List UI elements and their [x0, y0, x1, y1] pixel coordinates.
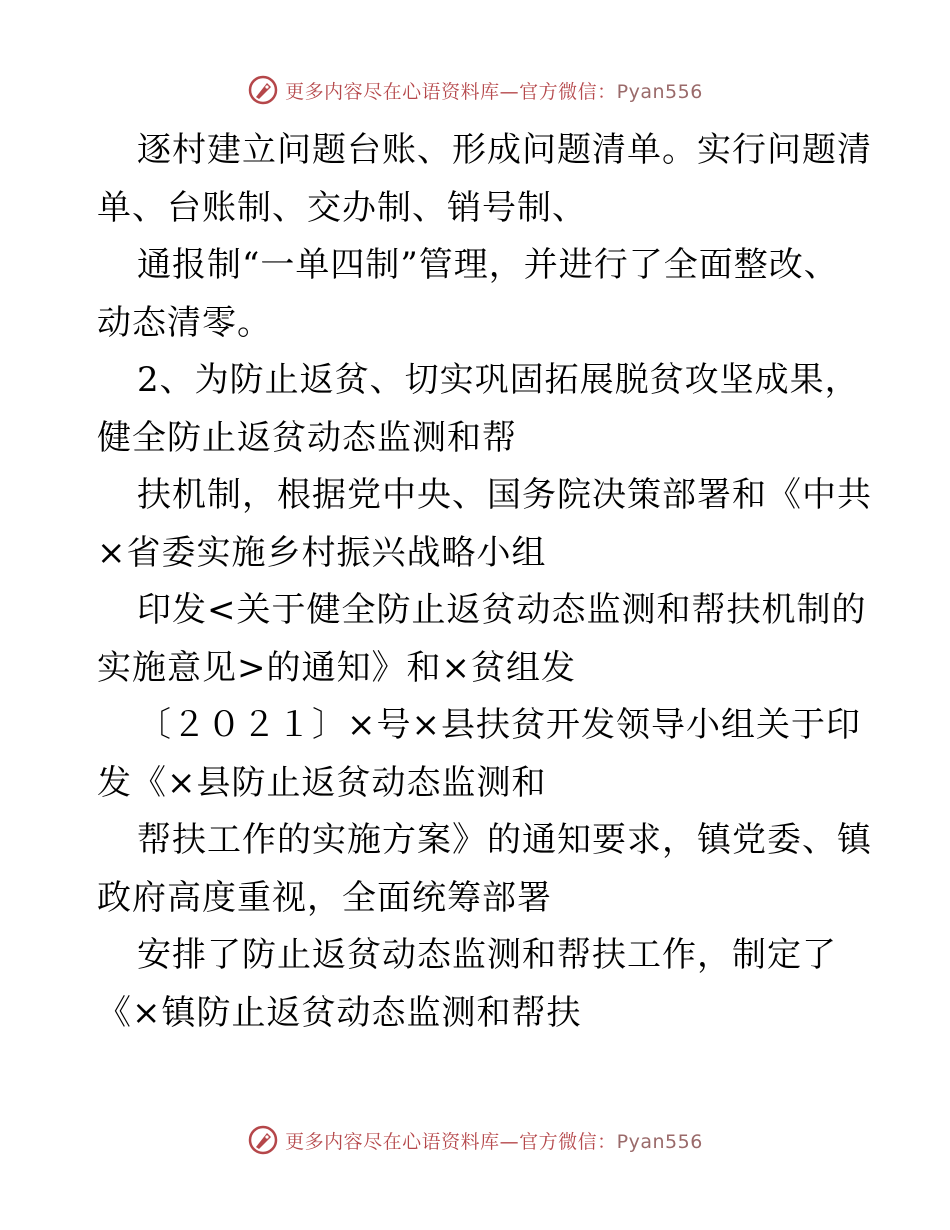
- paragraph-line: 〔２０２１〕×号×县扶贫开发领导小组关于印: [137, 705, 861, 745]
- paragraph-line: 帮扶工作的实施方案》的通知要求，镇党委、镇: [137, 820, 872, 860]
- paragraph-line: 健全防止返贫动态监测和帮: [97, 417, 517, 458]
- paragraph-line: 政府高度重视，全面统筹部署: [97, 877, 552, 918]
- paragraph-line: 逐村建立问题台账、形成问题清单。实行问题清: [137, 130, 872, 170]
- paragraph-line: 动态清零。: [97, 302, 272, 343]
- paragraph-line: 通报制“一单四制”管理，并进行了全面整改、: [137, 245, 839, 285]
- paragraph-line: 安排了防止返贫动态监测和帮扶工作，制定了: [137, 935, 837, 975]
- paragraph-line: ×省委实施乡村振兴战略小组: [97, 532, 547, 573]
- paragraph-line: 印发<关于健全防止返贫动态监测和帮扶机制的: [137, 590, 867, 630]
- pen-nib-icon: [247, 1124, 279, 1156]
- watermark-text: 更多内容尽在心语资料库—官方微信：Pyan556: [285, 80, 703, 103]
- watermark-text: 更多内容尽在心语资料库—官方微信：Pyan556: [285, 1130, 703, 1153]
- footer-watermark: [0, 1120, 950, 1160]
- paragraph-line: 单、台账制、交办制、销号制、: [97, 187, 587, 228]
- paragraph-line: 扶机制，根据党中央、国务院决策部署和《中共: [137, 475, 872, 515]
- paragraph-line: 发《×县防止返贫动态监测和: [97, 762, 547, 803]
- paragraph-line: 2、为防止返贫、切实巩固拓展脱贫攻坚成果，: [137, 360, 860, 400]
- document-body: [97, 122, 872, 1042]
- header-watermark: [0, 70, 950, 110]
- pen-nib-icon: [247, 74, 279, 106]
- paragraph-line: 《×镇防止返贫动态监测和帮扶: [97, 992, 582, 1033]
- paragraph-line: 实施意见>的通知》和×贫组发: [97, 647, 576, 688]
